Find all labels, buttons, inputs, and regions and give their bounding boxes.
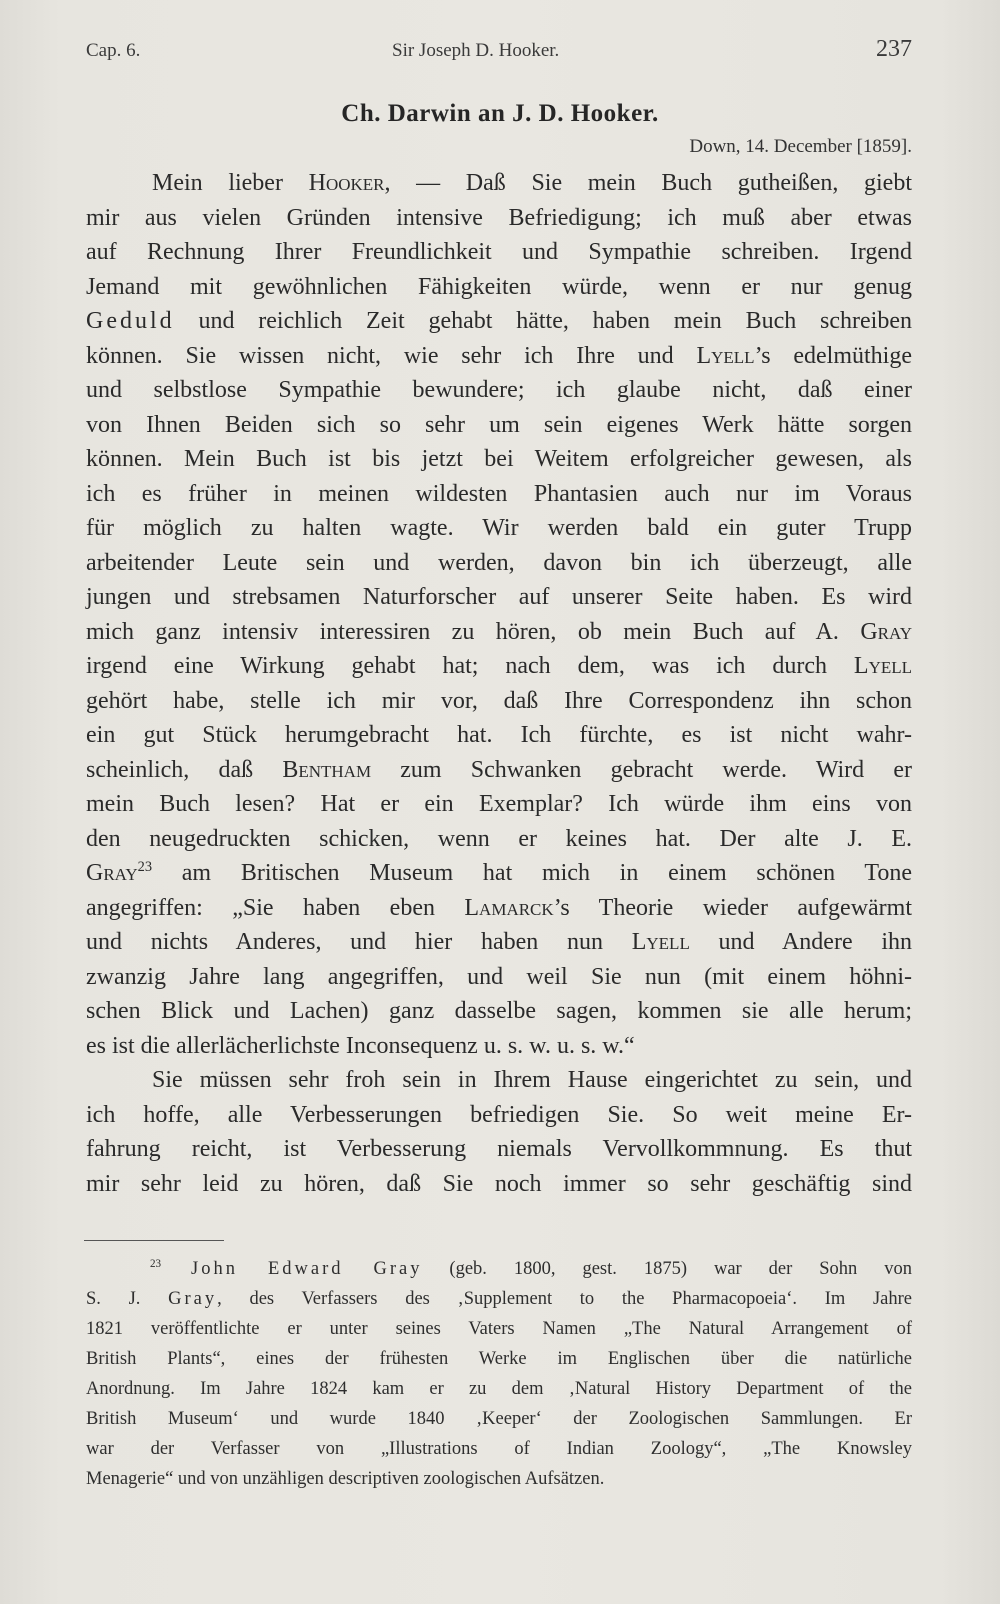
footnote-number: 23 bbox=[150, 1257, 162, 1270]
spaced-emphasis: John Edward Gray bbox=[161, 1259, 423, 1279]
text-line: können. Mein Buch ist bis jetzt bei Weitem erfolgreicher gewesen, als bbox=[86, 446, 912, 472]
text-segment: , — Daß Sie mein Buch gutheißen, giebt bbox=[384, 170, 912, 196]
text-line: von Ihnen Beiden sich so sehr um sein eigenes Werk hätte sorgen bbox=[86, 411, 912, 438]
text-line bbox=[86, 753, 912, 788]
page-number: 237 bbox=[876, 36, 912, 62]
text-line: schen Blick und Lachen) ganz dasselbe sagen, kommen sie alle herum; bbox=[86, 998, 912, 1024]
text-line: gehört habe, stelle ich mir vor, daß Ihre Correspondenz ihn schon bbox=[86, 687, 912, 714]
text-line: arbeitender Leute sein und werden, davon bin ich überzeugt, alle bbox=[86, 549, 912, 576]
text-segment: können. Sie wissen nicht, wie sehr ich Ihre und bbox=[86, 342, 697, 369]
text-line: ich es früher in meinen wildesten Phantasien auch nur im Voraus bbox=[86, 480, 912, 507]
text-segment: mich ganz intensiv interessiren zu hören, ob mein Buch auf A. bbox=[86, 618, 861, 645]
text-line bbox=[86, 891, 912, 926]
text-segment: zum Schwanken gebracht werde. Wird er bbox=[371, 756, 913, 783]
text-segment: und Andere ihn bbox=[689, 929, 912, 955]
text-line: ich hoffe, alle Verbesserungen befriedigen Sie. So weit meine Er- bbox=[86, 1101, 912, 1128]
text-segment: und nichts Anderes, und hier haben nun bbox=[86, 929, 632, 955]
footnote-line: Menagerie“ und von unzähligen descriptiven zoologischen Aufsätzen. bbox=[86, 1469, 605, 1489]
footnote-line bbox=[86, 1284, 912, 1314]
text-line: für möglich zu halten wagte. Wir werden bald ein guter Trupp bbox=[86, 515, 912, 541]
text-segment: angegriffen: „Sie haben eben bbox=[86, 894, 465, 921]
footnote-line bbox=[86, 1254, 912, 1284]
text-line: ein gut Stück herumgebracht hat. Ich fürchte, es ist nicht wahr- bbox=[86, 722, 912, 748]
text-line bbox=[86, 649, 912, 684]
text-segment: S. J. bbox=[86, 1289, 169, 1309]
footnote-reference: 23 bbox=[137, 859, 153, 875]
footnote-line: British Plants“, eines der frühesten Werke im Englischen über die natürliche bbox=[86, 1349, 912, 1369]
text-line: mir sehr leid zu hören, daß Sie noch immer so sehr geschäftig sind bbox=[86, 1170, 912, 1197]
text-line bbox=[86, 166, 912, 201]
letter-title: Ch. Darwin an J. D. Hooker. bbox=[341, 100, 659, 127]
text-segment: ’s Theorie wieder aufgewärmt bbox=[553, 894, 913, 921]
footnote-line: Anordnung. Im Jahre 1824 kam er zu dem ‚Natural History Department of the bbox=[86, 1379, 912, 1399]
text-line: den neugedruckten schicken, wenn er keines hat. Der alte J. E. bbox=[86, 825, 912, 852]
text-line: und selbstlose Sympathie bewundere; ich glaube nicht, daß einer bbox=[86, 377, 912, 403]
footnote-line: 1821 veröffentlichte er unter seines Vaters Namen „The Natural Arrangement of bbox=[86, 1319, 912, 1339]
person-name: Lyell bbox=[631, 929, 690, 955]
spaced-emphasis: Geduld bbox=[86, 308, 175, 334]
footnote-divider bbox=[84, 1240, 224, 1241]
text-segment: Mein lieber bbox=[152, 170, 309, 196]
chapter-label: Cap. 6. bbox=[86, 40, 141, 61]
text-line bbox=[86, 925, 912, 960]
text-line: auf Rechnung Ihrer Freundlichkeit und Sympathie schreiben. Irgend bbox=[86, 239, 912, 265]
person-name: Hooker bbox=[308, 170, 385, 196]
text-segment: ’s edelmüthige bbox=[754, 342, 913, 369]
text-line bbox=[86, 615, 912, 650]
text-line: zwanzig Jahre lang angegriffen, und weil Sie nun (mit einem höhni- bbox=[86, 963, 912, 990]
text-line bbox=[86, 856, 912, 891]
text-segment: , des Verfassers des ‚Supplement to the Pharmacopoeia‘. Im Jahre bbox=[217, 1289, 912, 1309]
footnote-line: British Museum‘ und wurde 1840 ‚Keeper‘ der Zoologischen Sammlungen. Er bbox=[86, 1409, 912, 1429]
person-name: Bentham bbox=[282, 756, 372, 783]
running-title: Sir Joseph D. Hooker. bbox=[392, 40, 560, 61]
letter-body bbox=[86, 166, 912, 1201]
letter-dateline: Down, 14. December [1859]. bbox=[689, 136, 912, 157]
footnote bbox=[86, 1254, 912, 1494]
running-header bbox=[86, 36, 912, 66]
spaced-emphasis: Gray bbox=[168, 1289, 218, 1309]
text-line: Jemand mit gewöhnlichen Fähigkeiten würde, wenn er nur genug bbox=[86, 273, 912, 300]
text-line bbox=[86, 304, 912, 339]
text-segment: irgend eine Wirkung gehabt hat; nach dem, was ich durch bbox=[86, 653, 854, 679]
text-line: jungen und strebsamen Naturforscher auf unserer Seite haben. Es wird bbox=[86, 584, 912, 610]
text-segment: am Britischen Museum hat mich in einem schönen Tone bbox=[152, 860, 912, 886]
text-line: mir aus vielen Gründen intensive Befriedigung; ich muß aber etwas bbox=[86, 204, 912, 231]
text-line: Sie müssen sehr froh sein in Ihrem Hause eingerichtet zu sein, und bbox=[152, 1067, 912, 1093]
person-name: Lyell bbox=[696, 342, 755, 369]
text-line: es ist die allerlächerlichste Inconsequenz u. s. w. u. s. w.“ bbox=[86, 1032, 635, 1059]
text-segment: scheinlich, daß bbox=[86, 756, 283, 783]
text-segment: (geb. 1800, gest. 1875) war der Sohn von bbox=[422, 1259, 912, 1279]
text-segment: und reichlich Zeit gehabt hätte, haben mein Buch schreiben bbox=[174, 308, 912, 334]
person-name: Lyell bbox=[853, 653, 912, 679]
person-name: Lamarck bbox=[464, 894, 554, 921]
person-name: Gray bbox=[86, 860, 138, 886]
text-line: mein Buch lesen? Hat er ein Exemplar? Ich würde ihm eins von bbox=[86, 791, 912, 817]
footnote-line: war der Verfasser von „Illustrations of Indian Zoology“, „The Knowsley bbox=[86, 1439, 912, 1459]
text-line: fahrung reicht, ist Verbesserung niemals Vervollkommnung. Es thut bbox=[86, 1136, 912, 1162]
text-line bbox=[86, 339, 912, 374]
person-name: Gray bbox=[860, 618, 912, 645]
